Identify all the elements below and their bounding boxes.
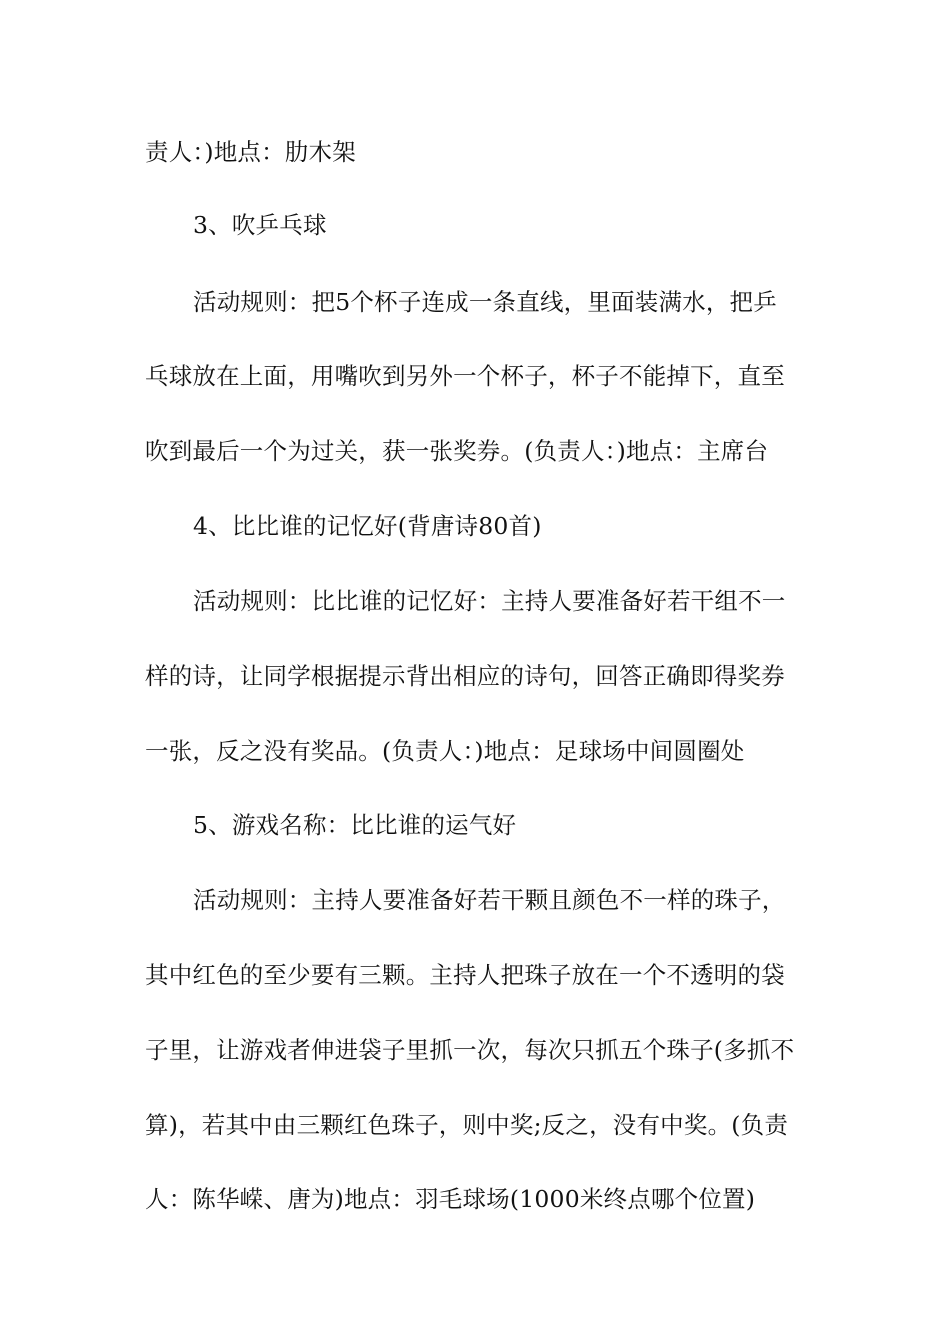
section-heading: 3、吹乒乓球 [193, 211, 327, 239]
text-line: 样的诗，让同学根据提示背出相应的诗句，回答正确即得奖券 [145, 662, 785, 690]
text-line: 活动规则：把5个杯子连成一条直线，里面装满水，把乒 [193, 288, 777, 316]
text-line: 吹到最后一个为过关，获一张奖券。(负责人：)地点：主席台 [145, 437, 769, 465]
text-line: 其中红色的至少要有三颗。主持人把珠子放在一个不透明的袋 [145, 961, 785, 989]
section-heading: 5、游戏名称：比比谁的运气好 [193, 811, 517, 839]
text-line: 子里，让游戏者伸进袋子里抓一次，每次只抓五个珠子(多抓不 [145, 1036, 795, 1064]
text-line: 算)，若其中由三颗红色珠子，则中奖;反之，没有中奖。(负责 [145, 1111, 789, 1139]
text-line: 活动规则：比比谁的记忆好：主持人要准备好若干组不一 [193, 587, 786, 615]
text-line: 活动规则：主持人要准备好若干颗且颜色不一样的珠子， [193, 886, 786, 914]
text-line: 一张，反之没有奖品。(负责人：)地点：足球场中间圆圈处 [145, 737, 745, 765]
text-line: 责人：)地点：肋木架 [145, 138, 356, 166]
text-line: 人：陈华嵘、唐为)地点：羽毛球场(1000米终点哪个位置) [145, 1185, 756, 1213]
section-heading: 4、比比谁的记忆好(背唐诗80首) [193, 512, 542, 540]
text-line: 乓球放在上面，用嘴吹到另外一个杯子，杯子不能掉下，直至 [145, 362, 785, 390]
